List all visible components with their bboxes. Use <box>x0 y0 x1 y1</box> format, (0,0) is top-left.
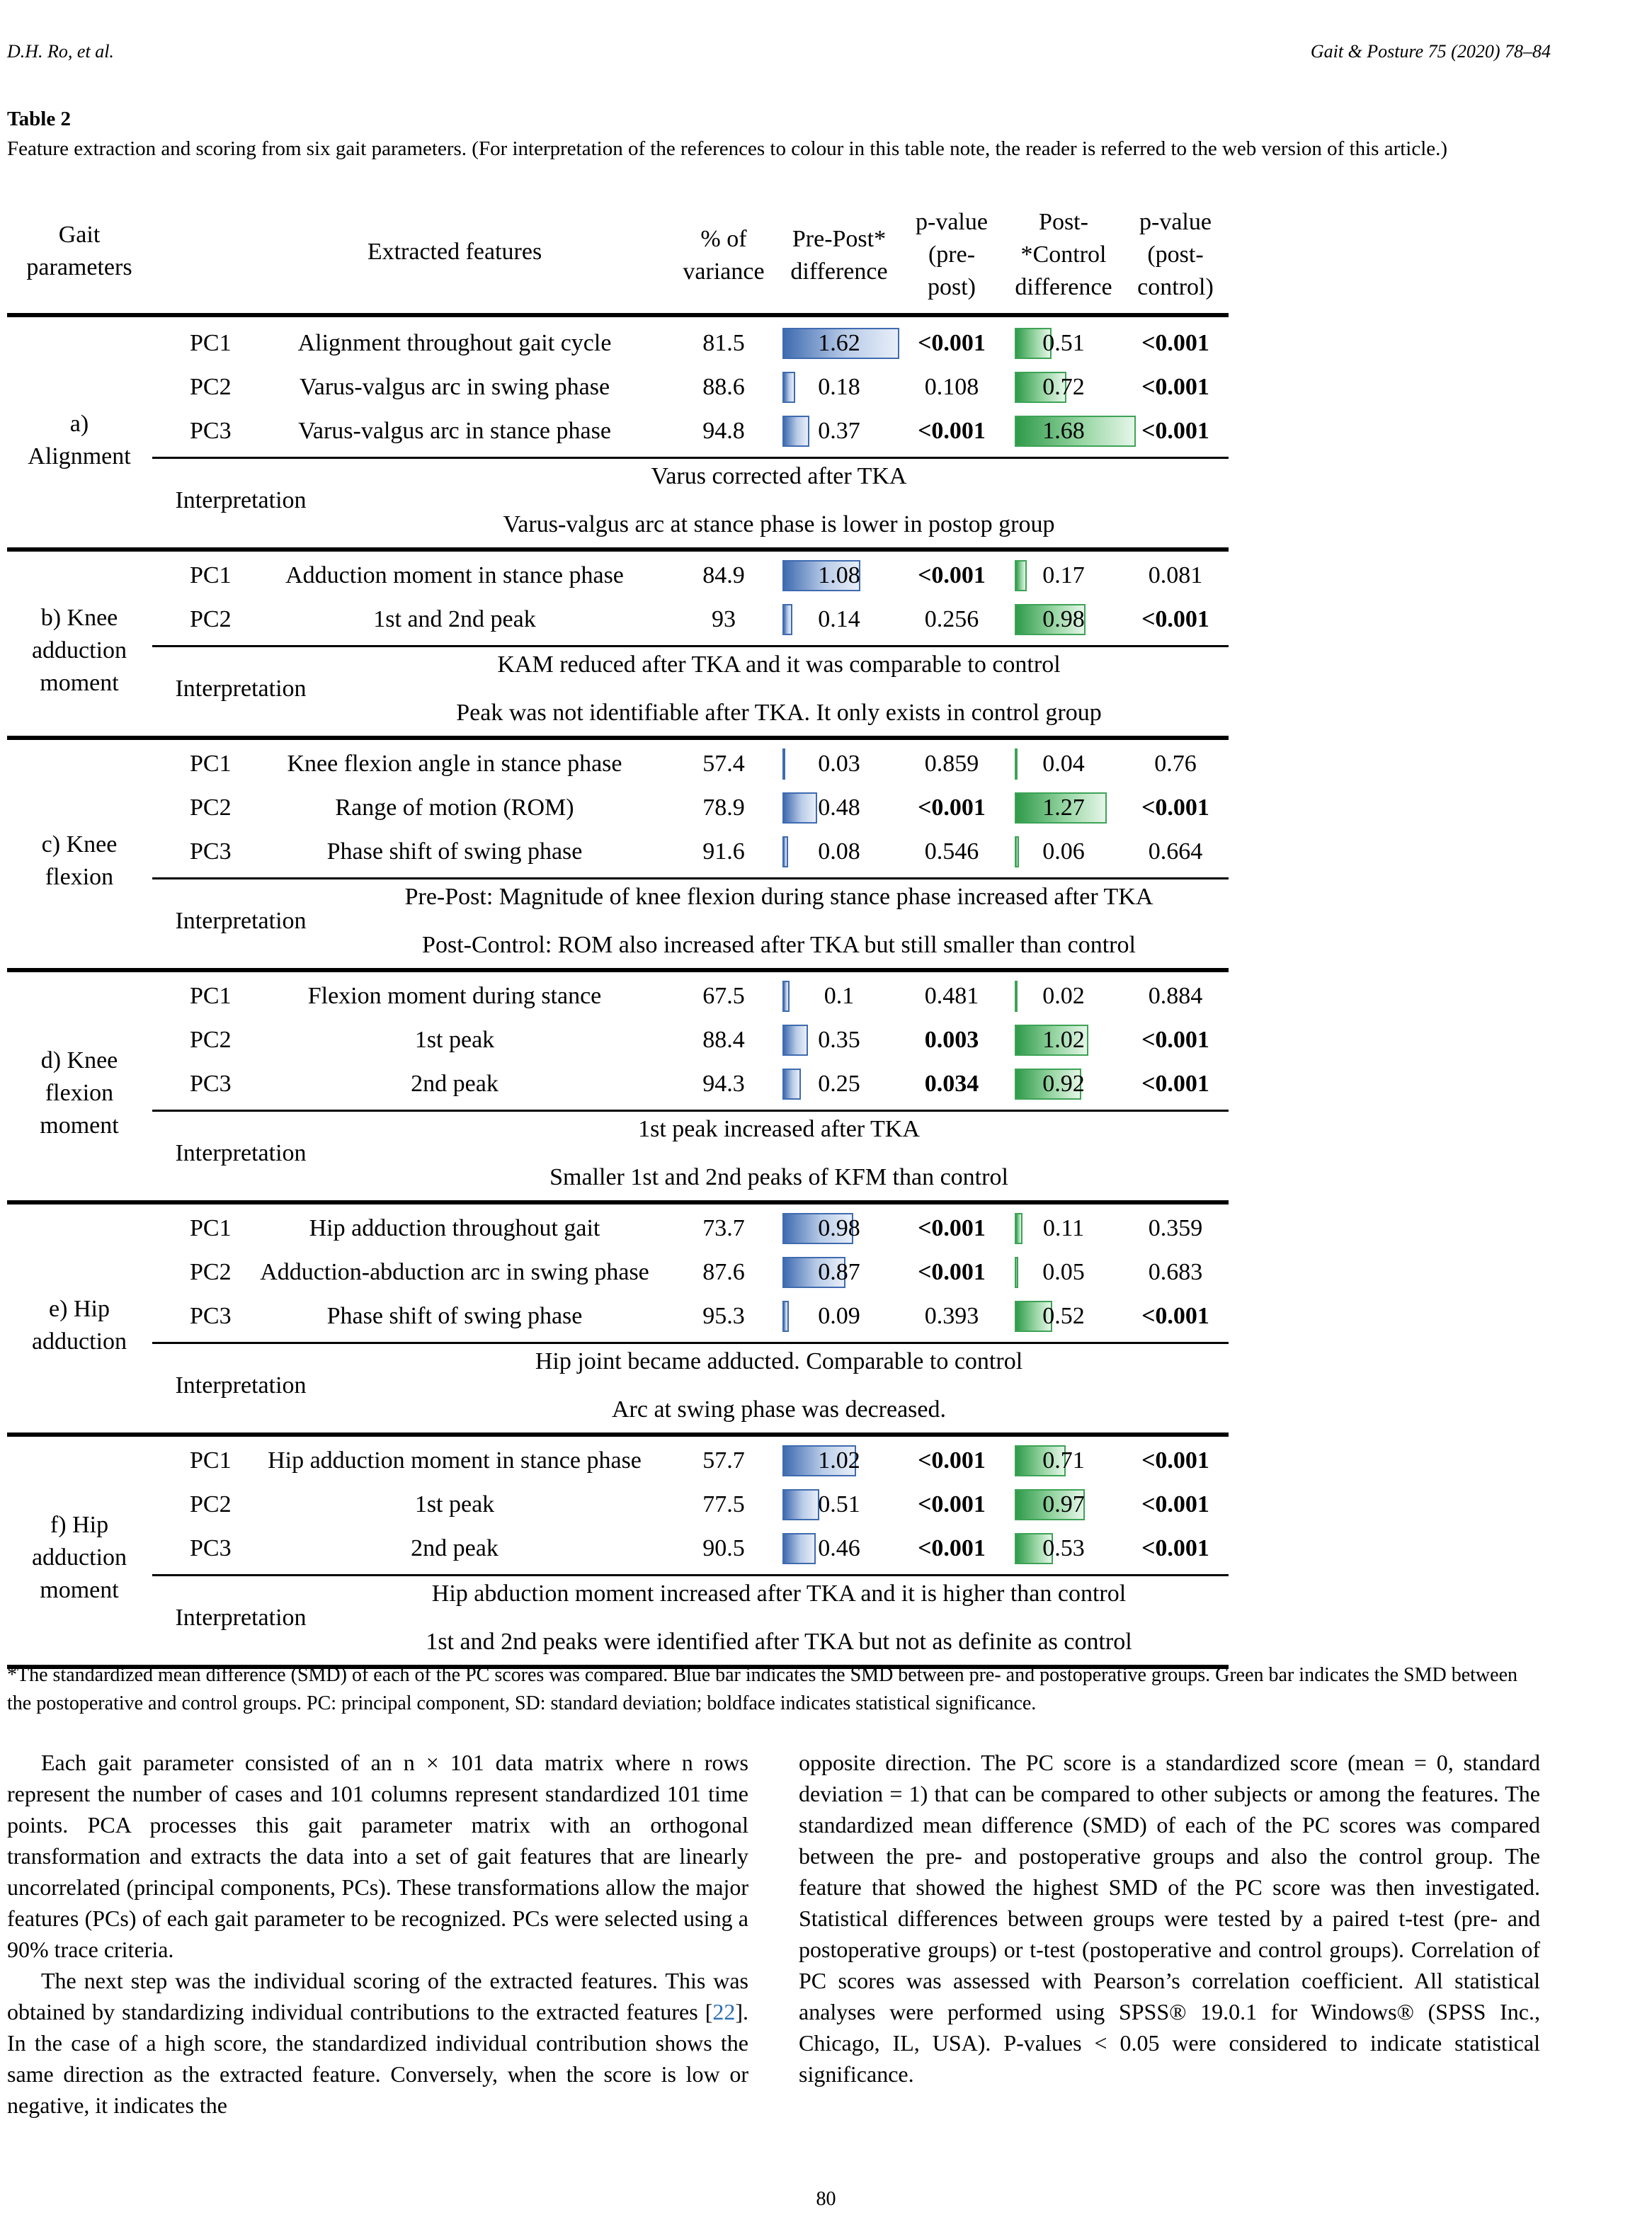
gait-parameter-label: Alignment <box>28 443 131 469</box>
post-control-difference: 1.27 <box>1042 794 1085 821</box>
interpretation-line-1: KAM reduced after TKA and it was comparable to control <box>497 651 1061 678</box>
body-paragraph <box>7 1965 748 2121</box>
body-text: ]. In the case of a high score, the standardized individual contribution shows the same direction as the extracted feature. Conversely, when the score is low or negative, it indicates the <box>7 1999 748 2118</box>
p-value-post-control: <0.001 <box>1141 1303 1209 1329</box>
p-value-post-control: <0.001 <box>1141 418 1209 444</box>
interpretation-line-1: Pre-Post: Magnitude of knee flexion during stance phase increased after TKA <box>404 884 1153 910</box>
table-rule <box>152 1574 1229 1576</box>
post-control-difference: 0.02 <box>1042 983 1085 1009</box>
page-number: 80 <box>816 2188 836 2210</box>
body-paragraph: opposite direction. The PC score is a standardized score (mean = 0, standard deviation = 1) that can be compared to other subjects or among the features. The standardized mean difference (SMD) of each of the PC scores was compared between the pre- and postoperative groups and also the control group. The feature that showed the highest SMD of the PC score was then investigated. Statistical differences between groups were tested by a paired t-test (pre- and postoperative groups) or t-test (postoperative and control groups). Correlation of PC scores was assessed with Pearson’s correlation coefficient. All statistical analyses were performed using SPSS® 19.0.1 for Windows® (SPSS Inc., Chicago, IL, USA). P-values < 0.05 were considered to indicate statistical significance. <box>799 1750 1540 2087</box>
pc-label: PC1 <box>190 983 232 1009</box>
pc-label: PC3 <box>190 418 232 444</box>
gait-parameter-label: a) <box>69 411 89 437</box>
extracted-feature: Phase shift of swing phase <box>326 1303 583 1329</box>
p-value-pre-post: 0.034 <box>924 1071 979 1097</box>
pc-label: PC2 <box>190 606 232 632</box>
extracted-feature: 1st peak <box>414 1027 495 1053</box>
table-rule <box>7 547 1229 552</box>
table-rule <box>7 736 1229 740</box>
gait-parameter-label: adduction <box>31 1328 127 1355</box>
table-rule <box>152 1110 1229 1112</box>
post-control-difference: 0.53 <box>1042 1535 1085 1561</box>
gait-feature-table <box>7 200 1229 1653</box>
interpretation-label: Interpretation <box>175 487 307 513</box>
pre-post-difference: 1.08 <box>818 562 860 588</box>
body-left-column <box>7 1747 748 2121</box>
col-header-pvalue1-1: p-value <box>916 209 988 235</box>
interpretation-label: Interpretation <box>175 1372 307 1399</box>
p-value-post-control: <0.001 <box>1141 1027 1209 1053</box>
body-text: The next step was the individual scoring of the extracted features. This was obtained by standardizing individual contributions to the extracted features [ <box>7 1968 748 2024</box>
post-control-difference: 0.04 <box>1042 751 1085 777</box>
pre-post-difference: 0.14 <box>818 606 860 632</box>
interpretation-line-1: 1st peak increased after TKA <box>638 1116 920 1142</box>
post-control-difference: 1.02 <box>1042 1027 1085 1053</box>
p-value-post-control: <0.001 <box>1141 374 1209 400</box>
pre-post-smd-bar <box>782 981 790 1012</box>
pc-label: PC2 <box>190 1259 232 1285</box>
variance-value: 78.9 <box>702 794 745 821</box>
pre-post-smd-bar <box>782 372 795 403</box>
pre-post-smd-bar <box>782 1301 789 1332</box>
post-control-difference: 0.92 <box>1042 1071 1085 1097</box>
col-header-prepost-1: Pre-Post* <box>792 226 887 252</box>
post-control-difference: 0.97 <box>1042 1491 1085 1517</box>
col-header-postcontrol-1: Post- <box>1039 209 1088 235</box>
p-value-pre-post: 0.393 <box>924 1303 979 1329</box>
p-value-post-control: 0.664 <box>1148 838 1203 865</box>
pc-label: PC3 <box>190 1535 232 1561</box>
interpretation-line-1: Hip joint became adducted. Comparable to control <box>535 1348 1023 1374</box>
pre-post-difference: 0.98 <box>818 1215 860 1241</box>
interpretation-line-2: Arc at swing phase was decreased. <box>611 1396 947 1423</box>
running-header-authors: D.H. Ro, et al. <box>7 41 114 62</box>
pre-post-difference: 1.62 <box>818 330 860 356</box>
extracted-feature: Varus-valgus arc in swing phase <box>299 374 610 400</box>
extracted-feature: 1st peak <box>414 1491 495 1517</box>
table-rule <box>7 1433 1229 1437</box>
table-rule <box>7 1200 1229 1204</box>
extracted-feature: Range of motion (ROM) <box>335 794 574 821</box>
variance-value: 67.5 <box>702 983 745 1009</box>
pc-label: PC2 <box>190 1491 232 1517</box>
post-control-difference: 0.11 <box>1042 1215 1085 1241</box>
p-value-pre-post: <0.001 <box>918 1491 986 1517</box>
post-control-smd-bar <box>1015 981 1018 1012</box>
gait-parameter-label: c) Knee <box>41 831 118 858</box>
extracted-feature: 2nd peak <box>411 1071 499 1097</box>
extracted-feature: Varus-valgus arc in stance phase <box>298 418 611 444</box>
interpretation-label: Interpretation <box>175 1605 307 1631</box>
variance-value: 57.4 <box>702 751 745 777</box>
p-value-post-control: <0.001 <box>1141 794 1209 821</box>
col-header-variance-1: % of <box>700 226 747 252</box>
gait-parameter-label: flexion <box>45 1080 114 1106</box>
pre-post-difference: 0.46 <box>818 1535 860 1561</box>
variance-value: 73.7 <box>702 1215 745 1241</box>
extracted-feature: Hip adduction throughout gait <box>309 1215 600 1241</box>
p-value-pre-post: <0.001 <box>918 562 986 588</box>
p-value-post-control: <0.001 <box>1141 606 1209 632</box>
pc-label: PC1 <box>190 1215 232 1241</box>
interpretation-line-2: 1st and 2nd peaks were identified after TKA but not as definite as control <box>426 1629 1132 1655</box>
extracted-feature: Adduction-abduction arc in swing phase <box>260 1259 649 1285</box>
p-value-pre-post: <0.001 <box>918 1535 986 1561</box>
variance-value: 88.4 <box>702 1027 745 1053</box>
gait-parameter-label: flexion <box>45 864 114 890</box>
gait-parameter-label: b) Knee <box>40 605 118 631</box>
variance-value: 91.6 <box>702 838 745 865</box>
interpretation-line-2: Varus-valgus arc at stance phase is lower in postop group <box>503 511 1055 537</box>
variance-value: 90.5 <box>702 1535 745 1561</box>
variance-value: 84.9 <box>702 562 745 588</box>
p-value-pre-post: 0.859 <box>924 751 979 777</box>
interpretation-line-2: Peak was not identifiable after TKA. It only exists in control group <box>456 700 1102 726</box>
post-control-difference: 0.72 <box>1042 374 1085 400</box>
interpretation-line-2: Post-Control: ROM also increased after TKA but still smaller than control <box>422 932 1136 958</box>
extracted-feature: Alignment throughout gait cycle <box>297 330 612 356</box>
pre-post-difference: 0.09 <box>818 1303 860 1329</box>
p-value-pre-post: <0.001 <box>918 1259 986 1285</box>
pre-post-difference: 0.35 <box>818 1027 860 1053</box>
col-header-pvalue2-2: (post- <box>1147 241 1204 268</box>
interpretation-label: Interpretation <box>175 908 307 934</box>
col-header-pvalue2-3: control) <box>1137 274 1214 300</box>
pc-label: PC1 <box>190 330 232 356</box>
gait-parameter-label: moment <box>40 1112 119 1139</box>
p-value-post-control: 0.081 <box>1148 562 1203 588</box>
variance-value: 94.8 <box>702 418 745 444</box>
p-value-pre-post: <0.001 <box>918 418 986 444</box>
post-control-difference: 0.51 <box>1042 330 1085 356</box>
pre-post-smd-bar <box>782 1533 816 1564</box>
pre-post-smd-bar <box>782 604 792 635</box>
p-value-post-control: <0.001 <box>1141 1535 1209 1561</box>
p-value-post-control: 0.884 <box>1148 983 1203 1009</box>
table-rule <box>152 1342 1229 1344</box>
post-control-smd-bar <box>1015 560 1027 591</box>
pc-label: PC1 <box>190 1447 232 1474</box>
table-rule <box>152 877 1229 879</box>
p-value-pre-post: 0.481 <box>924 983 979 1009</box>
running-header-journal: Gait & Posture 75 (2020) 78–84 <box>1310 41 1551 62</box>
pre-post-difference: 0.51 <box>818 1491 860 1517</box>
p-value-pre-post: <0.001 <box>918 1447 986 1474</box>
pre-post-smd-bar <box>782 416 809 447</box>
body-right-column <box>799 1747 1540 2090</box>
interpretation-line-2: Smaller 1st and 2nd peaks of KFM than control <box>549 1164 1008 1190</box>
table-rule <box>7 313 1229 317</box>
pre-post-difference: 0.1 <box>824 983 855 1009</box>
table-footnote: *The standardized mean difference (SMD) of each of the PC scores was compared. Blue bar indicates the SMD between pre- and postoperative groups. Green bar indicates the SMD between the postoperative and control groups. PC: principal component, SD: standard deviation; boldface indicates statistical significance. <box>7 1664 1517 1714</box>
variance-value: 81.5 <box>702 330 745 356</box>
interpretation-label: Interpretation <box>175 1140 307 1166</box>
extracted-feature: 2nd peak <box>411 1535 499 1561</box>
table-rule <box>152 645 1229 647</box>
extracted-feature: Hip adduction moment in stance phase <box>268 1447 642 1474</box>
gait-parameter-label: f) Hip <box>50 1512 109 1538</box>
table-rule <box>152 457 1229 459</box>
p-value-pre-post: <0.001 <box>918 330 986 356</box>
col-header-features: Extracted features <box>367 239 542 265</box>
p-value-pre-post: <0.001 <box>918 794 986 821</box>
table-label: Table 2 <box>7 108 71 130</box>
gait-parameter-label: moment <box>40 670 119 696</box>
col-header-pvalue2-1: p-value <box>1139 209 1212 235</box>
col-header-prepost-2: difference <box>790 258 888 285</box>
variance-value: 94.3 <box>702 1071 745 1097</box>
col-header-pvalue1-3: post) <box>928 274 976 300</box>
p-value-pre-post: <0.001 <box>918 1215 986 1241</box>
variance-value: 87.6 <box>702 1259 745 1285</box>
p-value-post-control: 0.683 <box>1148 1259 1203 1285</box>
table-rule <box>7 968 1229 972</box>
pre-post-difference: 0.87 <box>818 1259 860 1285</box>
citation-link[interactable]: 22 <box>712 1999 736 2024</box>
extracted-feature: Knee flexion angle in stance phase <box>287 751 622 777</box>
table-caption: Feature extraction and scoring from six gait parameters. (For interpretation of the references to colour in this table note, the reader is referred to the web version of this article.) <box>7 137 1448 160</box>
pre-post-difference: 0.37 <box>818 418 860 444</box>
post-control-smd-bar <box>1015 748 1018 780</box>
gait-parameter-label: moment <box>40 1577 119 1603</box>
p-value-pre-post: 0.108 <box>924 374 979 400</box>
post-control-difference: 1.68 <box>1042 418 1085 444</box>
pre-post-smd-bar <box>782 792 817 824</box>
post-control-difference: 0.98 <box>1042 606 1085 632</box>
pc-label: PC1 <box>190 562 232 588</box>
post-control-difference: 0.06 <box>1042 838 1085 865</box>
pre-post-smd-bar <box>782 748 785 780</box>
interpretation-label: Interpretation <box>175 676 307 702</box>
extracted-feature: Adduction moment in stance phase <box>285 562 624 588</box>
pre-post-difference: 0.18 <box>818 374 860 400</box>
pre-post-smd-bar <box>782 1025 808 1056</box>
pre-post-smd-bar <box>782 1489 819 1520</box>
post-control-difference: 0.52 <box>1042 1303 1085 1329</box>
p-value-post-control: <0.001 <box>1141 1447 1209 1474</box>
post-control-difference: 0.71 <box>1042 1447 1085 1474</box>
pc-label: PC3 <box>190 1071 232 1097</box>
pc-label: PC1 <box>190 751 232 777</box>
post-control-smd-bar <box>1015 836 1019 867</box>
variance-value: 93 <box>712 606 736 632</box>
post-control-smd-bar <box>1015 1213 1022 1244</box>
pre-post-smd-bar <box>782 1069 801 1100</box>
interpretation-line-1: Varus corrected after TKA <box>651 463 907 489</box>
post-control-smd-bar <box>1015 1257 1018 1288</box>
p-value-post-control: 0.76 <box>1154 751 1197 777</box>
extracted-feature: Phase shift of swing phase <box>326 838 583 865</box>
pre-post-difference: 0.03 <box>818 751 860 777</box>
pc-label: PC3 <box>190 1303 232 1329</box>
pc-label: PC2 <box>190 374 232 400</box>
col-header-variance-2: variance <box>683 258 765 285</box>
col-header-postcontrol-2: *Control <box>1020 241 1107 268</box>
pc-label: PC3 <box>190 838 232 865</box>
gait-parameter-label: d) Knee <box>40 1047 118 1073</box>
p-value-pre-post: 0.256 <box>924 606 979 632</box>
col-header-gait-2: parameters <box>26 254 132 280</box>
extracted-feature: 1st and 2nd peak <box>373 606 536 632</box>
pre-post-difference: 1.02 <box>818 1447 860 1474</box>
pre-post-difference: 0.48 <box>818 794 860 821</box>
gait-parameter-label: adduction <box>31 1544 127 1571</box>
extracted-feature: Flexion moment during stance <box>307 983 602 1009</box>
p-value-pre-post: 0.546 <box>924 838 979 865</box>
pre-post-smd-bar <box>782 836 788 867</box>
pc-label: PC2 <box>190 794 232 821</box>
post-control-difference: 0.17 <box>1042 562 1085 588</box>
pre-post-difference: 0.25 <box>818 1071 860 1097</box>
variance-value: 95.3 <box>702 1303 745 1329</box>
variance-value: 57.7 <box>702 1447 745 1474</box>
p-value-post-control: <0.001 <box>1141 330 1209 356</box>
interpretation-line-1: Hip abduction moment increased after TKA and it is higher than control <box>431 1580 1127 1607</box>
col-header-gait-1: Gait <box>58 222 101 248</box>
gait-parameter-label: adduction <box>31 637 127 663</box>
col-header-postcontrol-3: difference <box>1015 274 1112 300</box>
post-control-difference: 0.05 <box>1042 1259 1085 1285</box>
pc-label: PC2 <box>190 1027 232 1053</box>
variance-value: 88.6 <box>702 374 745 400</box>
body-paragraph: Each gait parameter consisted of an n × 101 data matrix where n rows represent the number of cases and 101 columns represent standardized 101 time points. PCA processes this gait parameter matrix with an orthogonal transformation and extracts the data into a set of gait features that are linearly uncorrelated (principal components, PCs). These transformations allow the major features (PCs) of each gait parameter to be recognized. PCs were selected using a 90% trace criteria. <box>7 1750 748 1962</box>
variance-value: 77.5 <box>702 1491 745 1517</box>
col-header-pvalue1-2: (pre- <box>928 241 976 268</box>
gait-parameter-label: e) Hip <box>49 1296 110 1322</box>
p-value-post-control: 0.359 <box>1148 1215 1203 1241</box>
p-value-pre-post: 0.003 <box>924 1027 979 1053</box>
p-value-post-control: <0.001 <box>1141 1071 1209 1097</box>
p-value-post-control: <0.001 <box>1141 1491 1209 1517</box>
pre-post-difference: 0.08 <box>818 838 860 865</box>
